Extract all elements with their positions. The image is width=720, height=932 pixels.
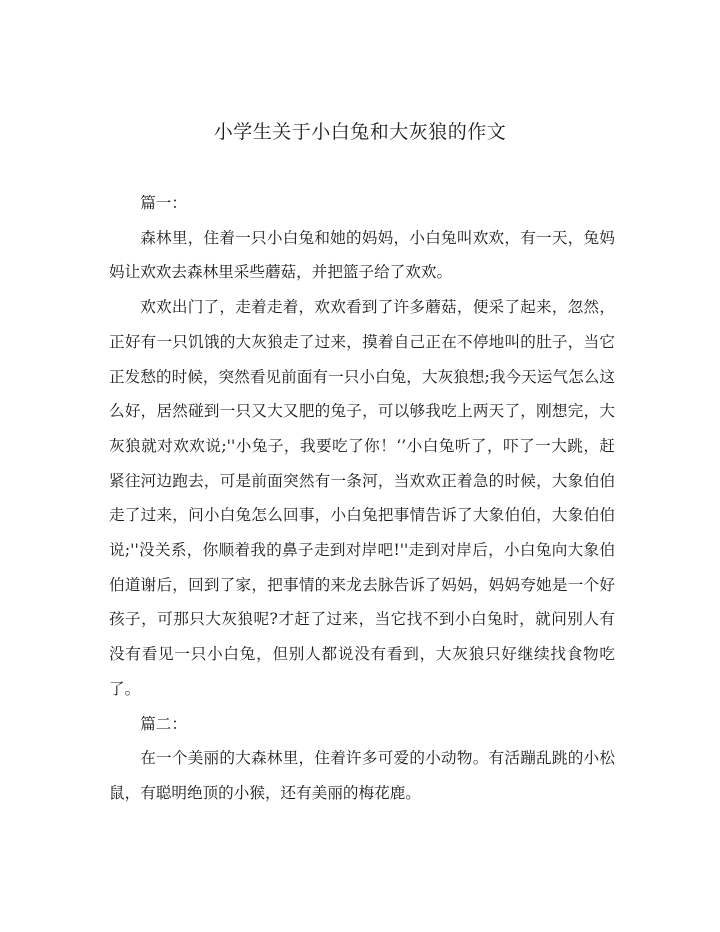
paragraph-3: 在一个美丽的大森林里，住着许多可爱的小动物。有活蹦乱跳的小松鼠，有聪明绝顶的小猴，还有美丽的梅花鹿。: [109, 749, 615, 802]
paragraph-2: 欢欢出门了，走着走着，欢欢看到了许多蘑菇，便采了起来，忽然，正好有一只饥饿的大灰狼走了过来，摸着自己正在不停地叫的肚子，当它正发愁的时候，突然看见前面有一只小白兔，大灰狼想;我今天运气怎么这么好，居然碰到一只又大又肥的兔子，可以够我吃上两天了，刚想完，大灰狼就对欢欢说;''小兔子，我要吃了你！‘’小白兔听了，吓了一大跳，赶紧往河边跑去，可是前面突然有一条河，当欢欢正着急的时候，大象伯伯 走了过来，问小白兔怎么回事，小白兔把事情告诉了大象伯伯，大象伯伯说;''没关系，你顺着我的鼻子走到对岸吧!''走到对岸后，小白兔向大象伯伯道谢后，回到了家，把事情的来龙去脉告诉了妈妈，妈妈夸她是一个好孩子，可那只大灰狼呢?才赶了过来，当它找不到小白兔时，就问别人有没有看见一只小白兔，但别人都说没有看到，大灰狼只好继续找食物吃了。: [109, 298, 615, 698]
paragraph-1: 森林里，住着一只小白兔和她的妈妈，小白兔叫欢欢，有一天，兔妈妈让欢欢去森林里采些蘑菇，并把篮子给了欢欢。: [109, 228, 615, 282]
section-heading-2: 篇二：: [140, 714, 187, 733]
section-heading-1: 篇一：: [140, 194, 187, 212]
document-title: 小学生关于小白兔和大灰狼的作文: [213, 121, 507, 143]
document-body: [109, 186, 615, 811]
